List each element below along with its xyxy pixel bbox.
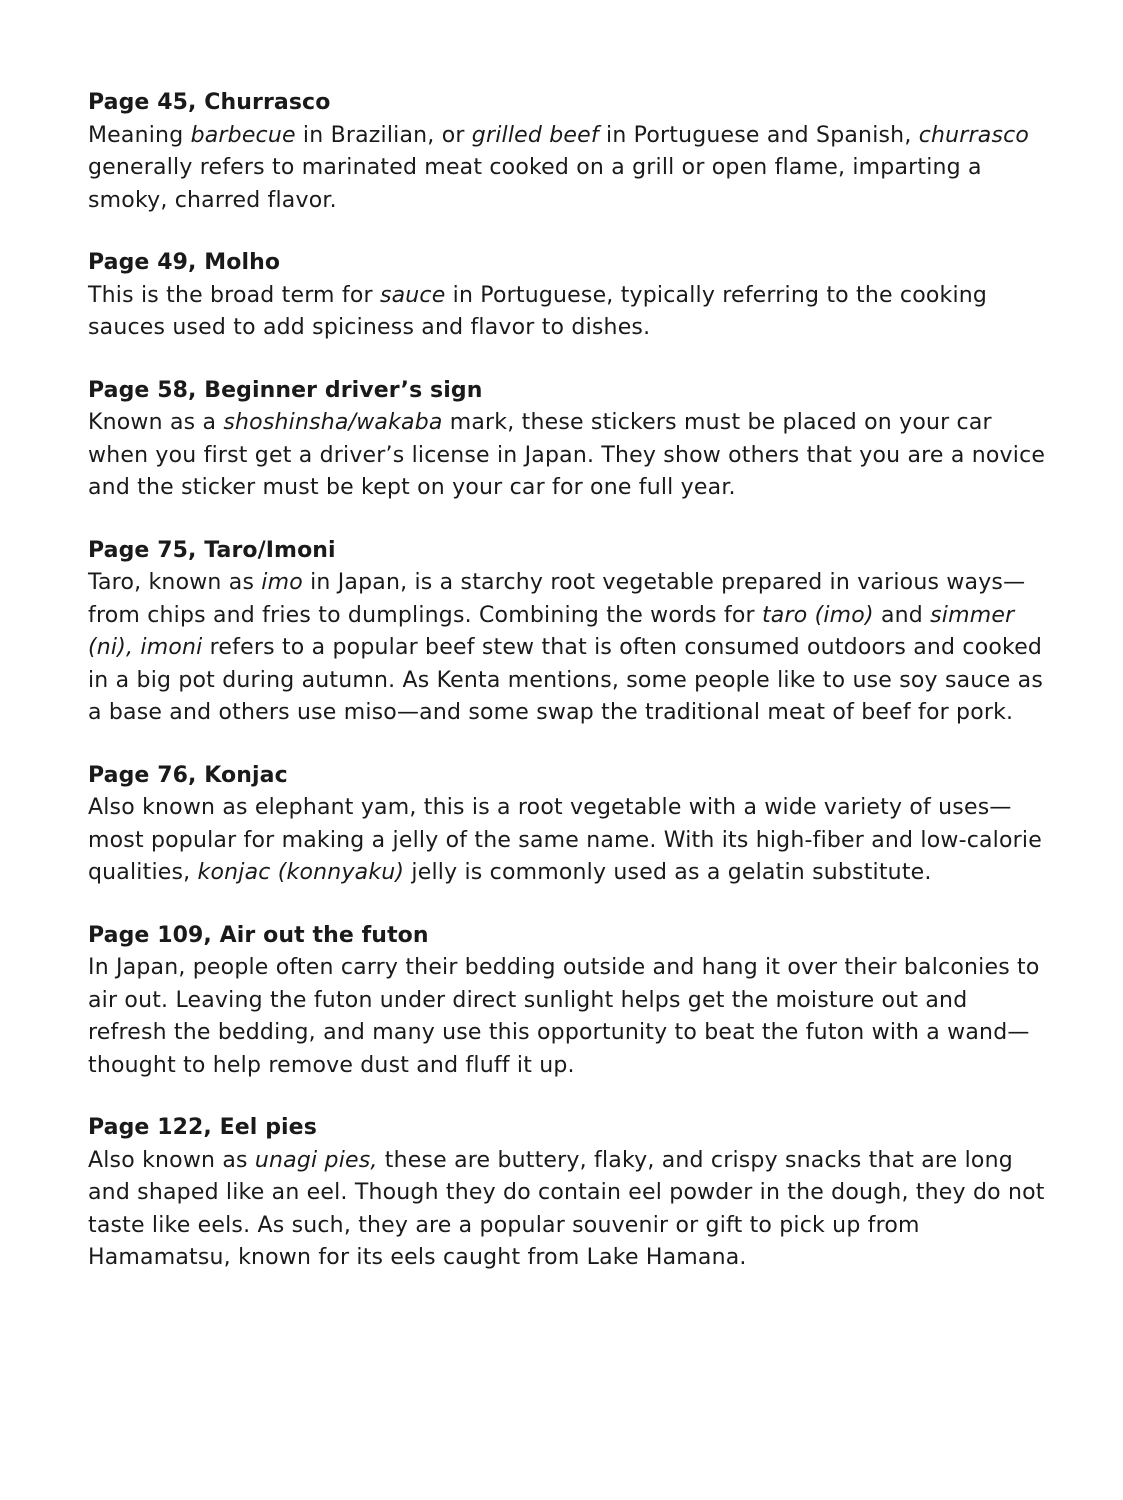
- entry-body: [88, 952, 1048, 1082]
- entry-term: barbecue: [190, 122, 296, 148]
- entry-term: churrasco: [918, 122, 1030, 148]
- entry-title: Page 109, Air out the futon: [88, 922, 429, 948]
- entry-body: [88, 567, 1048, 730]
- entry-text: Meaning: [88, 122, 191, 148]
- glossary-entry: [88, 535, 1048, 730]
- entry-text: Taro, known as: [88, 570, 262, 595]
- entry-title: Page 76, Konjac: [88, 762, 288, 788]
- glossary-page: [88, 87, 1048, 1305]
- entry-text: mark, these stickers must be placed on your car when you first get a driver’s license in Japan. They show others that you are a novice and the sticker must be kept on your car for one full year.: [88, 410, 1046, 500]
- glossary-entry: [88, 1112, 1048, 1275]
- entry-term: taro (imo): [761, 602, 874, 628]
- glossary-entry: [88, 760, 1048, 890]
- entry-title: Page 58, Beginner driver’s sign: [88, 377, 483, 403]
- entry-body: [88, 792, 1048, 890]
- glossary-entry: [88, 247, 1048, 345]
- entry-term: sauce: [379, 282, 446, 308]
- entry-text: and: [873, 602, 931, 628]
- entry-body: [88, 407, 1048, 505]
- entry-text: in Portuguese and Spanish,: [598, 122, 919, 148]
- entry-text: This is the broad term for: [88, 282, 380, 308]
- entry-term: imo: [261, 570, 303, 595]
- entry-text: refers to a popular beef stew that is often consumed outdoors and cooked in a big pot during autumn. As Kenta mentions, some people like to use soy sauce as a base and others use miso—and some swap the traditional meat of beef for pork.: [88, 635, 1043, 725]
- entry-text: these are buttery, flaky, and crispy snacks that are long and shaped like an eel. Though they do contain eel powder in the dough, they do not taste like eels. As such, they are a popular souvenir or gift to pick up from Hamamatsu, known for its eels caught from Lake Hamana.: [88, 1147, 1045, 1270]
- entry-text: in Japan, is a starchy root vegetable prepared in various ways—from chips and fries to dumplings. Combining the words for: [88, 570, 1026, 628]
- entry-text: Also known as: [88, 1147, 255, 1173]
- entry-text: In Japan, people often carry their bedding outside and hang it over their balconies to air out. Leaving the futon under direct sunlight helps get the moisture out and refresh the bedding, and many use this opportunity to beat the futon with a wand—thought to help remove dust and fluff it up.: [88, 955, 1040, 1078]
- entry-title: Page 122, Eel pies: [88, 1115, 317, 1140]
- entry-text: jelly is commonly used as a gelatin substitute.: [404, 860, 932, 885]
- entry-text: Also known as elephant yam, this is a root vegetable with a wide variety of uses—most popular for making a jelly of the same name. With its high-fiber and low-calorie qualities,: [88, 795, 1042, 885]
- entry-body: [88, 280, 1048, 345]
- entry-text: in Brazilian, or: [295, 122, 472, 148]
- glossary-entry: [88, 920, 1048, 1083]
- entry-title: Page 45, Churrasco: [88, 90, 331, 115]
- entry-term: simmer (ni), imoni: [88, 602, 1015, 660]
- entry-text: generally refers to marinated meat cooked on a grill or open flame, imparting a smoky, charred flavor.: [88, 155, 982, 213]
- entry-term: shoshinsha/wakaba: [223, 410, 443, 435]
- entry-title: Page 49, Molho: [88, 250, 281, 275]
- glossary-entry: [88, 87, 1048, 217]
- entry-text: Known as a: [88, 410, 224, 435]
- entry-term: unagi pies,: [254, 1147, 378, 1173]
- entry-title: Page 75, Taro/Imoni: [88, 537, 336, 563]
- entry-body: [88, 1145, 1048, 1275]
- entry-body: [88, 120, 1048, 218]
- entry-term: konjac (konnyaku): [197, 860, 405, 885]
- entry-term: grilled beef: [471, 122, 599, 148]
- glossary-entry: [88, 375, 1048, 505]
- entry-text: in Portuguese, typically referring to the cooking sauces used to add spiciness and flavor to dishes.: [88, 282, 988, 340]
